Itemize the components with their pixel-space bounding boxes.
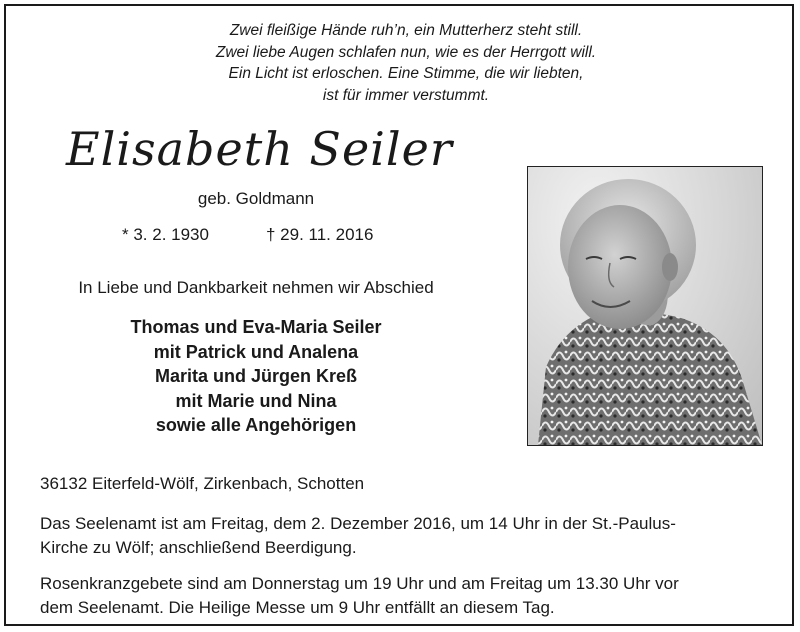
family-line: Marita und Jürgen Kreß [154, 366, 358, 386]
portrait-photo [527, 166, 763, 446]
family-list [66, 315, 446, 438]
deceased-name: Elisabeth Seiler [66, 122, 453, 176]
family-line: Thomas und Eva-Maria Seiler [130, 317, 382, 337]
notice-line: dem Seelenamt. Die Heilige Messe um 9 Uhr entfällt an diesem Tag. [40, 597, 555, 617]
notice-line: Rosenkranzgebete sind am Donnerstag um 19 Uhr und am Freitag um 13.30 Uhr vor [40, 574, 679, 593]
place-text: 36132 Eiterfeld-Wölf, Zirkenbach, Schotten [40, 474, 365, 493]
poem-line: Zwei fleißige Hände ruh’n, ein Mutterherz steht still. [229, 22, 583, 39]
farewell-text: In Liebe und Dankbarkeit nehmen wir Abschied [78, 278, 434, 297]
poem-line: Zwei liebe Augen schlafen nun, wie es der Herrgott will. [215, 43, 597, 61]
death-date: † 29. 11. 2016 [266, 225, 374, 244]
family-line: sowie alle Angehörigen [155, 415, 357, 435]
poem [156, 20, 656, 106]
family-line: mit Marie und Nina [175, 390, 337, 411]
maiden-name: geb. Goldmann [197, 189, 315, 208]
family-line: mit Patrick und Analena [153, 341, 359, 362]
service-notice [40, 512, 778, 559]
notice-line: Kirche zu Wölf; anschließend Beerdigung. [40, 537, 357, 557]
poem-line: Ein Licht ist erloschen. Eine Stimme, die wir liebten, [228, 65, 584, 82]
rosary-notice [40, 572, 778, 619]
notice-line: Das Seelenamt ist am Freitag, dem 2. Dezember 2016, um 14 Uhr in der St.-Paulus- [40, 514, 676, 533]
poem-line: ist für immer verstummt. [322, 86, 490, 104]
birth-date: * 3. 2. 1930 [122, 225, 209, 244]
obituary-frame [4, 4, 794, 626]
portrait-photo-icon [528, 167, 762, 445]
